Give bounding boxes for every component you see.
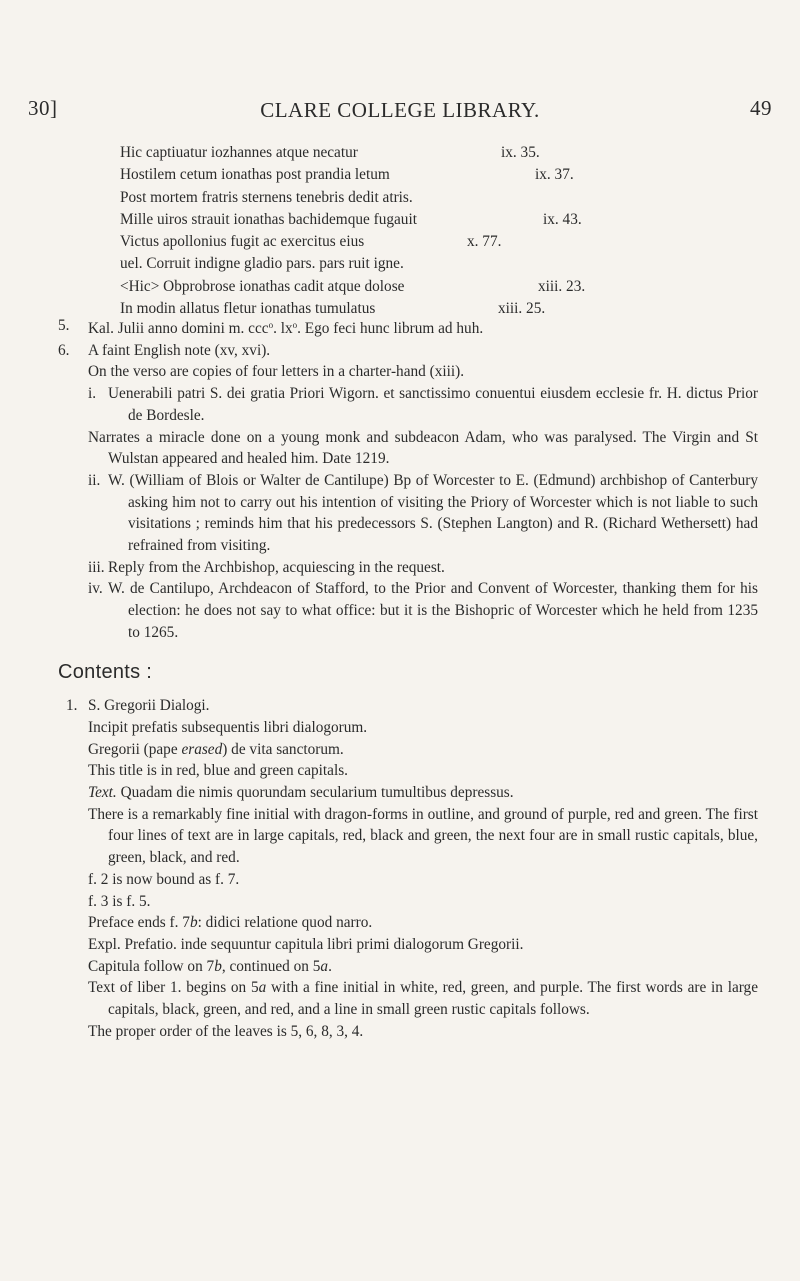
contents-line: The proper order of the leaves is 5, 6, 8, 3, 4. [88, 1022, 364, 1040]
contents-line: Text of liber 1. begins on 5a with a fine initial in white, red, green, and purple. The first words are in large capitals, black, green, and red, and a line in small green rustic capitals follows. [88, 979, 758, 1019]
letter-iv: iv. W. de Cantilupo, Archdeacon of Stafford, to the Prior and Convent of Worcester, thanking them for his election: he does not say to what office: but it is the Bishopric of Worcester which he held from 1235 to 1265. [88, 580, 758, 641]
verse-line: Hostilem cetum ionathas post prandia letum ix. 37. [120, 164, 740, 186]
verse-ref: ix. 43. [543, 210, 582, 228]
contents-heading: Contents : [58, 660, 153, 683]
verse-ref: ix. 35. [501, 144, 540, 161]
contents-line: Preface ends f. 7b: didici relatione quod narro. [88, 914, 373, 932]
page-header [28, 96, 772, 126]
contents-line: Incipit prefatis subsequentis libri dialogorum. [88, 718, 368, 736]
contents-line: This title is in red, blue and green capitals. [88, 762, 348, 780]
verse-line: uel. Corruit indigne gladio pars. pars ruit igne. [120, 255, 404, 273]
running-title: CLARE COLLEGE LIBRARY. [260, 98, 540, 122]
verse-ref: xiii. 23. [538, 277, 586, 295]
letter-iii: iii. Reply from the Archbishop, acquiescing in the request. [88, 558, 445, 576]
contents-line: Capitula follow on 7b, continued on 5a. [88, 957, 332, 975]
contents-line: f. 3 is f. 5. [88, 892, 151, 910]
verse-line: Mille uiros strauit ionathas bachidemque fugauit ix. 43. [120, 209, 740, 231]
contents-line: Gregorii (pape erased) de vita sanctorum. [88, 740, 344, 758]
verse-line: Hic captiuatur iozhannes atque necatur ix. 35. [120, 142, 740, 164]
verse-ref: ix. 37. [535, 166, 574, 184]
contents-line: f. 2 is now bound as f. 7. [88, 870, 240, 888]
letter-i: i. Uenerabili patri S. dei gratia Priori Wigorn. et sanctissimo conuentui eiusdem ecclesie fr. H. dictus Prior de Bordesle. [88, 385, 758, 424]
letter-ii: ii. W. (William of Blois or Walter de Cantilupe) Bp of Worcester to E. (Edmund) archbishop of Canterbury asking him not to carry out his intention of visiting the Priory of Worcester which is not liable to such visitations ; reminds him that his predecessors S. (Stephen Langton) and R. (Richard Wethersett) had refrained from visiting. [88, 471, 758, 555]
verse-line: Victus apollonius fugit ac exercitus eius x. 77. [120, 231, 740, 253]
contents-line: There is a remarkably fine initial with dragon-forms in outline, and ground of purple, red and green. The first four lines of text are in large capitals, red, black and green, the next four are in small rustic capitals, blue, green, black, and red. [88, 805, 758, 867]
body-text [58, 315, 758, 1043]
verse-line: In modin allatus fletur ionathas tumulatus xiii. 25. [120, 298, 740, 320]
contents-item-1: 1. S. Gregorii Dialogi. [66, 697, 210, 715]
verse-block [120, 142, 740, 320]
verse-line: <Hic> Obprobrose ionathas cadit atque dolose xiii. 23. [120, 276, 740, 298]
verso-note: On the verso are copies of four letters in a charter-hand (xiii). [88, 363, 465, 381]
contents-line: Text. Quadam die nimis quorundam secularium tumultibus depressus. [88, 784, 514, 802]
item-5: 5. Kal. Julii anno domini m. ccc$^o$. $lx^o$. Ego feci hunc librum ad huh. [58, 317, 484, 337]
verse-ref: xiii. 25. [498, 300, 546, 318]
verse-ref: x. 77. [467, 233, 502, 251]
verse-line: Post mortem fratris sternens tenebris dedit atris. [120, 188, 413, 206]
page-number-left: 30] [28, 96, 58, 120]
page-number-right: 49 [750, 96, 772, 120]
letter-i-narration: Narrates a miracle done on a young monk and subdeacon Adam, who was paralysed. The Virgin and St Wulstan appeared and healed him. Date 1219. [88, 428, 758, 468]
item-6: 6. A faint English note (xv, xvi). [58, 341, 271, 359]
contents-line: Expl. Prefatio. inde sequuntur capitula libri primi dialogorum Gregorii. [88, 935, 524, 953]
